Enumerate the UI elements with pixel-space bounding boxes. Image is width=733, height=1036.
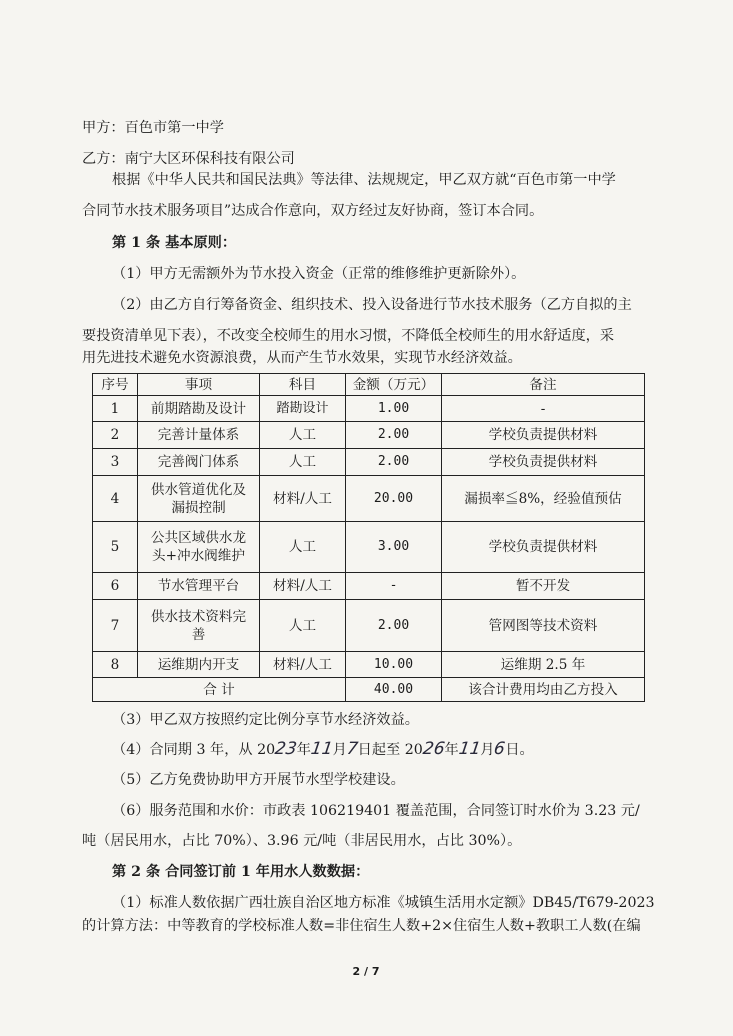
table-row [93, 396, 645, 422]
row-no: 4 [93, 476, 138, 522]
row-note: 学校负责提供材料 [442, 422, 645, 449]
row-item-line-1: 公共区域供水龙 [150, 530, 247, 546]
total-amount: 40.00 [346, 678, 442, 702]
party-a: 甲方：百色市第一中学 [82, 120, 224, 136]
row-item: 节水管理平台 [138, 573, 260, 600]
row-item-line-2: 漏损控制 [171, 499, 226, 516]
clause-4-year-text-2: 年 [444, 742, 459, 758]
row-amount: 10.00 [346, 652, 442, 678]
intro-line-2: 合同节水技术服务项目”达成合作意向，双方经过友好协商，签订本合同。 [82, 203, 544, 219]
header-no: 序号 [93, 374, 138, 396]
handwritten-start-month: 11 [309, 739, 335, 759]
article-1-clause-2-line-1: （2）由乙方自行筹备资金、组织技术、投入设备进行节水技术服务（乙方自拟的主 [112, 297, 632, 313]
row-subject: 材料/人工 [260, 476, 346, 522]
row-note: 学校负责提供材料 [442, 522, 645, 573]
header-subject: 科目 [260, 374, 346, 396]
row-no: 1 [93, 396, 138, 422]
handwritten-start-year: 23 [273, 739, 299, 759]
row-amount: 2.00 [346, 422, 442, 449]
row-subject: 人工 [260, 522, 346, 573]
row-amount: 2.00 [346, 600, 442, 652]
article-1-heading: 第 1 条 基本原则： [112, 235, 237, 251]
row-no: 2 [93, 422, 138, 449]
article-2-clause-1-line-1: （1）标准人数依据广西壮族自治区地方标准《城镇生活用水定额》DB45/T679-2023 [112, 895, 655, 911]
article-2-heading: 第 2 条 合同签订前 1 年用水人数数据： [112, 864, 370, 880]
page-number: 2 / 7 [352, 965, 380, 978]
total-note: 该合计费用均由乙方投入 [442, 678, 645, 702]
row-amount: 2.00 [346, 449, 442, 476]
handwritten-start-day: 7 [345, 739, 360, 759]
article-1-clause-2-line-3: 用先进技术避免水资源浪费，从而产生节水效果，实现节水经济效益。 [82, 350, 522, 366]
clause-6-line-2: 吨（居民用水，占比 70%）、3.96 元/吨（非居民用水，占比 30%）。 [82, 833, 522, 849]
header-item: 事项 [138, 374, 260, 396]
clause-4-from-text: 日起至 20 [357, 742, 423, 758]
row-item [138, 522, 260, 573]
row-item-line-2: 头+冲水阀维护 [152, 548, 245, 564]
clause-4-contract-period [112, 739, 712, 760]
table-row [93, 600, 645, 652]
row-amount: 1.00 [346, 396, 442, 422]
clause-6-line-1: （6）服务范围和水价：市政表 106219401 覆盖范围，合同签订时水价为 3.23 元/ [112, 803, 640, 819]
table-row [93, 422, 645, 449]
article-1-clause-1: （1）甲方无需额外为节水投入资金（正常的维修维护更新除外）。 [112, 266, 526, 282]
row-no: 3 [93, 449, 138, 476]
party-b: 乙方：南宁大区环保科技有限公司 [82, 151, 295, 167]
table-row [93, 476, 645, 522]
table-row [93, 652, 645, 678]
row-subject: 人工 [260, 449, 346, 476]
row-note: 运维期 2.5 年 [442, 652, 645, 678]
total-label: 合 计 [93, 678, 346, 702]
row-no: 7 [93, 600, 138, 652]
row-subject: 人工 [260, 600, 346, 652]
row-subject: 踏勘设计 [260, 396, 346, 422]
row-item-line-1: 供水技术资料完 [150, 608, 247, 625]
row-note: 暂不开发 [442, 573, 645, 600]
row-item: 完善阀门体系 [138, 449, 260, 476]
clause-4-year-text: 年 [296, 742, 311, 758]
clause-4-prefix: （4）合同期 3 年，从 20 [112, 742, 276, 758]
intro-line-1: 根据《中华人民共和国民法典》等法律、法规规定，甲乙双方就“百色市第一中学 [112, 172, 616, 188]
row-note: 学校负责提供材料 [442, 449, 645, 476]
article-2-clause-1-line-2: 的计算方法：中等教育的学校标准人数=非住宿生人数+2×住宿生人数+教职工人数(在编 [82, 918, 641, 934]
row-subject: 人工 [260, 422, 346, 449]
header-note: 备注 [442, 374, 645, 396]
clause-4-suffix: 日。 [505, 742, 534, 758]
clause-4-month-text: 月 [332, 742, 347, 758]
row-item: 完善计量体系 [138, 422, 260, 449]
row-subject: 材料/人工 [260, 573, 346, 600]
row-no: 5 [93, 522, 138, 573]
table-total-row [93, 678, 645, 702]
row-note: 管网图等技术资料 [442, 600, 645, 652]
handwritten-end-month: 11 [457, 739, 482, 759]
row-subject: 材料/人工 [260, 652, 346, 678]
row-item: 运维期内开支 [138, 652, 260, 678]
row-amount: 3.00 [346, 522, 442, 573]
table-header-row [93, 374, 645, 396]
row-item [138, 600, 260, 652]
clause-5: （5）乙方免费协助甲方开展节水型学校建设。 [112, 772, 405, 788]
clause-3: （3）甲乙双方按照约定比例分享节水经济效益。 [112, 712, 419, 728]
row-item [138, 476, 260, 522]
handwritten-end-day: 6 [493, 739, 507, 759]
row-item: 前期踏勘及设计 [138, 396, 260, 422]
header-amount: 金额（万元） [346, 374, 442, 396]
row-note: 漏损率≦8%，经验值预估 [442, 476, 645, 522]
clause-4-month-text-2: 月 [480, 742, 495, 758]
row-no: 6 [93, 573, 138, 600]
article-1-clause-2-line-2: 要投资清单见下表），不改变全校师生的用水习惯，不降低全校师生的用水舒适度，采 [82, 328, 615, 344]
row-amount: 20.00 [346, 476, 442, 522]
row-amount: - [346, 573, 442, 600]
row-no: 8 [93, 652, 138, 678]
table-row [93, 449, 645, 476]
handwritten-end-year: 26 [421, 739, 446, 759]
row-item-line-1: 供水管道优化及 [150, 481, 247, 498]
table-row [93, 573, 645, 600]
row-item-line-2: 善 [191, 626, 206, 643]
investment-table [92, 373, 645, 702]
table-row [93, 522, 645, 573]
row-note: - [442, 396, 645, 422]
